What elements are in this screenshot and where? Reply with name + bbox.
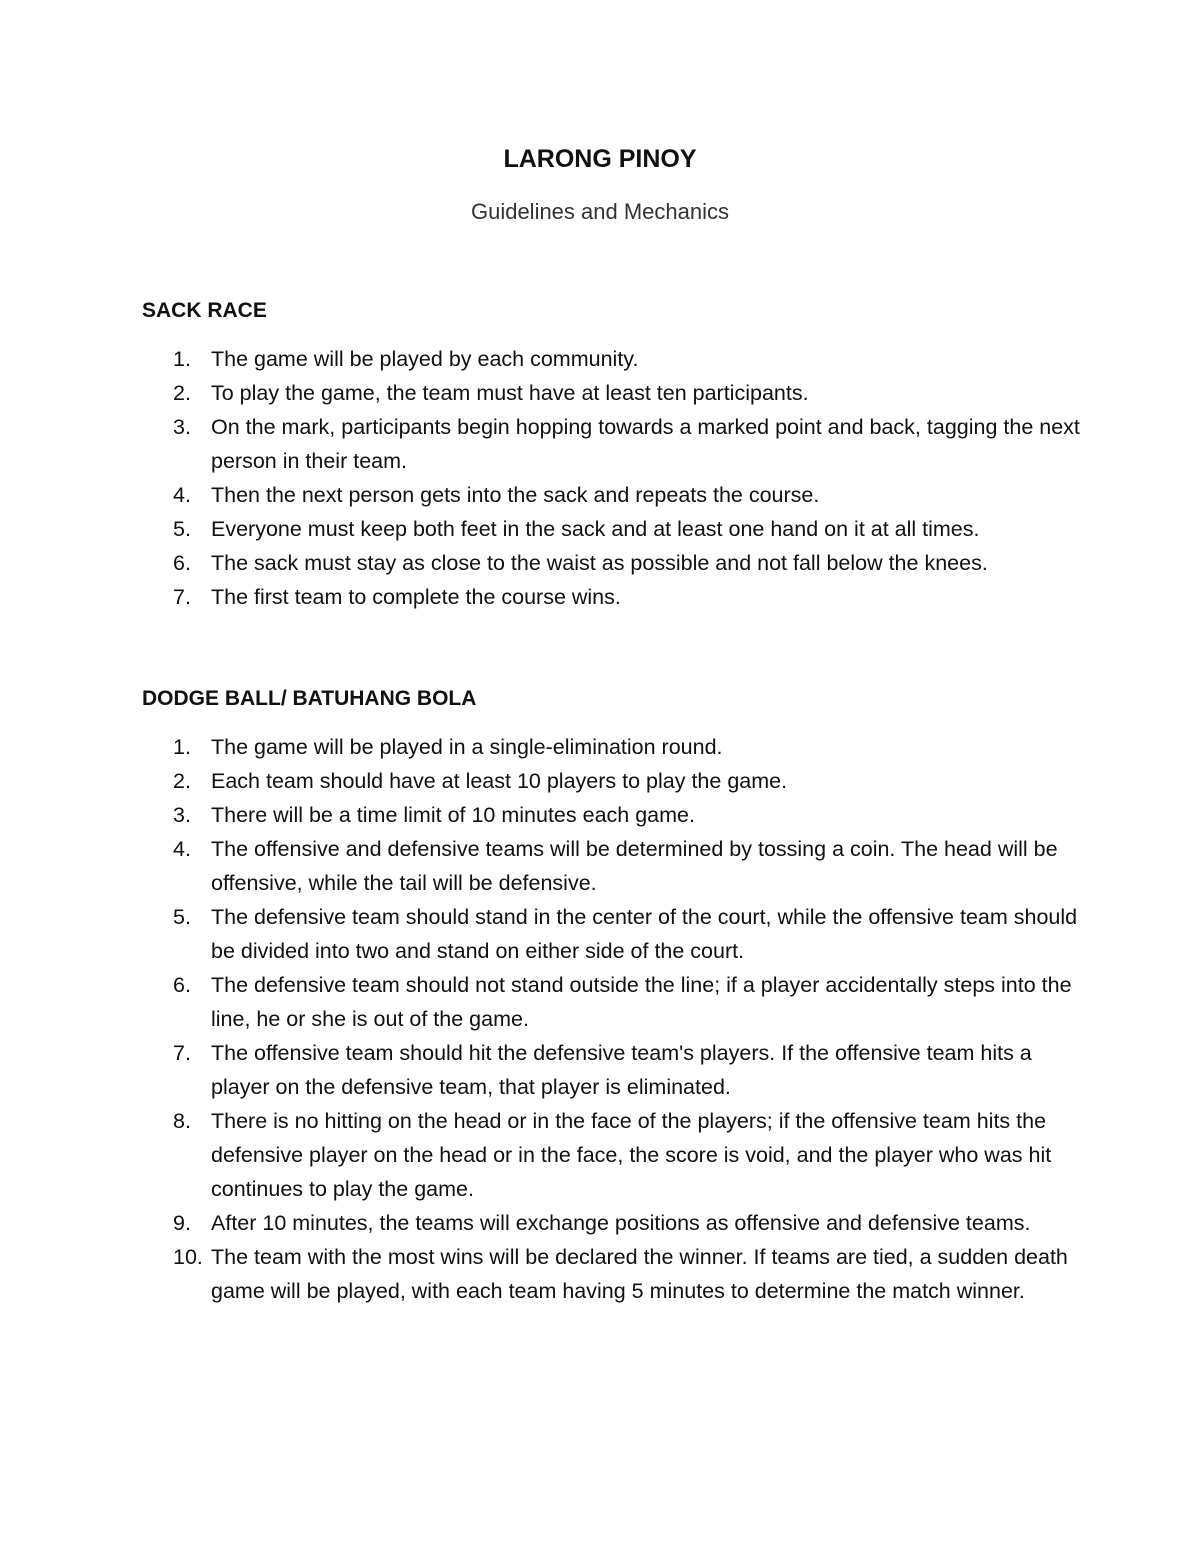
section-heading-dodge-ball: DODGE BALL/ BATUHANG BOLA bbox=[142, 687, 477, 710]
list-item bbox=[142, 410, 1082, 478]
list-item bbox=[142, 580, 1082, 614]
list-item bbox=[142, 512, 1082, 546]
list-item-text: The game will be played by each community. bbox=[211, 347, 639, 371]
list-item-number: 3. bbox=[173, 803, 191, 827]
list-item-number: 2. bbox=[173, 769, 191, 793]
sack-race-rules-list bbox=[142, 342, 1082, 614]
list-item bbox=[142, 376, 1082, 410]
list-item-number: 9. bbox=[173, 1211, 191, 1235]
list-item-number: 4. bbox=[173, 837, 191, 861]
section-heading-sack-race: SACK RACE bbox=[142, 299, 267, 322]
list-item-text: The first team to complete the course wins. bbox=[211, 585, 621, 609]
list-item-number: 4. bbox=[173, 483, 191, 507]
list-item-text: The team with the most wins will be declared the winner. If teams are tied, a sudden death game will be played, with each team having 5 minutes to determine the match winner. bbox=[211, 1245, 1068, 1303]
list-item-text: Then the next person gets into the sack and repeats the course. bbox=[211, 483, 820, 507]
list-item bbox=[142, 1036, 1082, 1104]
list-item bbox=[142, 900, 1082, 968]
list-item-text: After 10 minutes, the teams will exchange positions as offensive and defensive teams. bbox=[211, 1211, 1031, 1235]
list-item-number: 1. bbox=[173, 735, 191, 759]
list-item bbox=[142, 730, 1082, 764]
list-item-text: The offensive and defensive teams will be determined by tossing a coin. The head will be offensive, while the tail will be defensive. bbox=[211, 837, 1058, 895]
list-item bbox=[142, 1206, 1082, 1240]
list-item-text: The defensive team should not stand outside the line; if a player accidentally steps into the line, he or she is out of the game. bbox=[211, 973, 1072, 1031]
list-item-number: 5. bbox=[173, 517, 191, 541]
list-item-text: The game will be played in a single-elimination round. bbox=[211, 735, 723, 759]
list-item bbox=[142, 1104, 1082, 1206]
list-item-number: 7. bbox=[173, 1041, 191, 1065]
list-item-number: 2. bbox=[173, 381, 191, 405]
list-item bbox=[142, 968, 1082, 1036]
list-item bbox=[142, 478, 1082, 512]
document-title: LARONG PINOY bbox=[503, 145, 697, 173]
list-item-text: Each team should have at least 10 players to play the game. bbox=[211, 769, 788, 793]
list-item-number: 8. bbox=[173, 1109, 191, 1133]
list-item bbox=[142, 1240, 1082, 1308]
list-item-number: 7. bbox=[173, 585, 191, 609]
list-item-text: On the mark, participants begin hopping towards a marked point and back, tagging the next person in their team. bbox=[211, 415, 1080, 473]
list-item-number: 1. bbox=[173, 347, 191, 371]
list-item-text: There will be a time limit of 10 minutes each game. bbox=[211, 803, 695, 827]
list-item bbox=[142, 764, 1082, 798]
list-item-text: The defensive team should stand in the center of the court, while the offensive team should be divided into two and stand on either side of the court. bbox=[211, 905, 1078, 963]
list-item-text: The offensive team should hit the defensive team's players. If the offensive team hits a player on the defensive team, that player is eliminated. bbox=[211, 1041, 1032, 1099]
list-item-text: There is no hitting on the head or in the face of the players; if the offensive team hits the defensive player on the head or in the face, the score is void, and the player who was hit continues to play the game. bbox=[211, 1109, 1052, 1201]
list-item-text: To play the game, the team must have at least ten participants. bbox=[211, 381, 809, 405]
list-item-number: 10. bbox=[173, 1245, 203, 1269]
list-item-number: 6. bbox=[173, 973, 191, 997]
list-item bbox=[142, 798, 1082, 832]
list-item bbox=[142, 832, 1082, 900]
list-item-text: The sack must stay as close to the waist as possible and not fall below the knees. bbox=[211, 551, 988, 575]
dodge-ball-rules-list bbox=[142, 730, 1082, 1308]
list-item bbox=[142, 342, 1082, 376]
list-item-number: 5. bbox=[173, 905, 191, 929]
list-item bbox=[142, 546, 1082, 580]
document-subtitle: Guidelines and Mechanics bbox=[470, 199, 730, 224]
list-item-number: 3. bbox=[173, 415, 191, 439]
list-item-text: Everyone must keep both feet in the sack and at least one hand on it at all times. bbox=[211, 517, 980, 541]
list-item-number: 6. bbox=[173, 551, 191, 575]
